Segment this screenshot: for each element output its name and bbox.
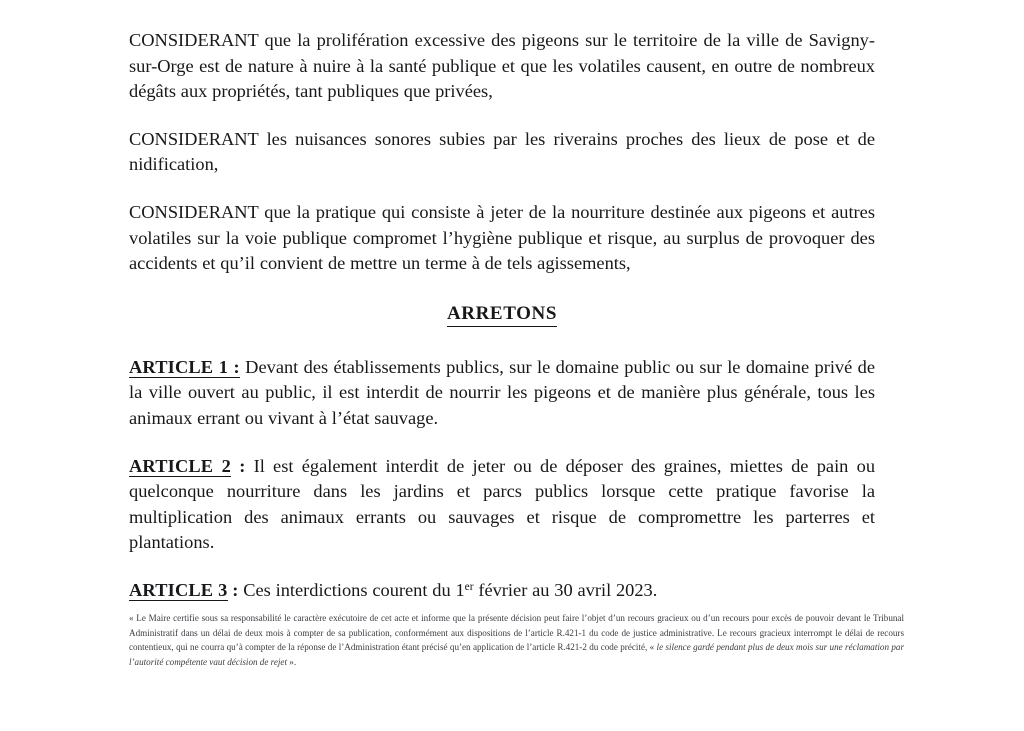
article-2-body: Il est également interdit de jeter ou de déposer des graines, miettes de pain ou quelconque nourriture dans les jardins et parcs publics lorsque cette pratique favorise la multiplication des animaux errants ou sauvages et risque de compromettre les parterres et plantations. [129,455,876,553]
article-1-label: ARTICLE 1 : [129,356,240,377]
article-3-label: ARTICLE 3 [129,579,228,600]
article-2-paragraph [129,454,875,556]
legal-footnote [129,611,904,669]
footnote-quote-open: « [649,642,657,653]
article-3-colon: : [227,579,239,600]
footnote-quote-close: ». [287,656,297,667]
article-1-body: Devant des établissements publics, sur le domaine public ou sur le domaine privé de la ville ouvert au public, il est interdit de nourrir les pigeons et de manière plus générale, tous les animaux errant ou vivant à l’état sauvage. [129,356,875,428]
article-2-label: ARTICLE 2 [129,455,231,476]
arretons-heading: ARRETONS [447,303,557,327]
ordinal-superscript: er [464,580,474,593]
footnote-italic-quote: le silence gardé pendant plus de deux mois sur une réclamation par l’autorité compétente vaut décision de rejet [129,642,904,667]
article-3-body-before-superscript: Ces interdictions courent du 1 [238,579,465,600]
considerant-paragraph-1: CONSIDERANT que la prolifération excessive des pigeons sur le territoire de la ville de Savigny-sur-Orge est de nature à nuire à la santé publique et que les volatiles causent, en outre de nombreux dégâts aux propriétés, tant publiques que privées, [129,30,875,102]
article-1-paragraph [129,355,875,432]
arretons-heading-wrapper [129,303,875,327]
document-body [129,28,875,604]
considerant-paragraph-3: CONSIDERANT que la pratique qui consiste à jeter de la nourriture destinée aux pigeons et autres volatiles sur la voie publique compromet l’hygiène publique et risque, au surplus de provoquer des accidents et qu’il convient de mettre un terme à de tels agissements, [129,201,875,274]
article-2-colon: : [230,455,246,476]
article-3-paragraph [129,578,875,604]
footnote-text-main: « Le Maire certifie sous sa responsabilité le caractère exécutoire de cet acte et informe que la présente décision peut faire l’objet d’un recours gracieux ou d’un recours pour excès de pouvoir devant le Tribunal Administratif dans un délai de deux mois à compter de sa publication, conformément aux dispositions de l’article R.421-1 du code de justice administrative. Le recours gracieux interrompt le délai de recours contentieux, qui ne courra qu’à compter de la réponse de l’Administration étant précisé qu’en application de l’article R.421-2 du code précité, [129,613,904,653]
article-3-body-after-superscript: février au 30 avril 2023. [473,579,658,600]
considerant-paragraph-2: CONSIDERANT les nuisances sonores subies par les riverains proches des lieux de pose et de nidification, [129,128,875,175]
